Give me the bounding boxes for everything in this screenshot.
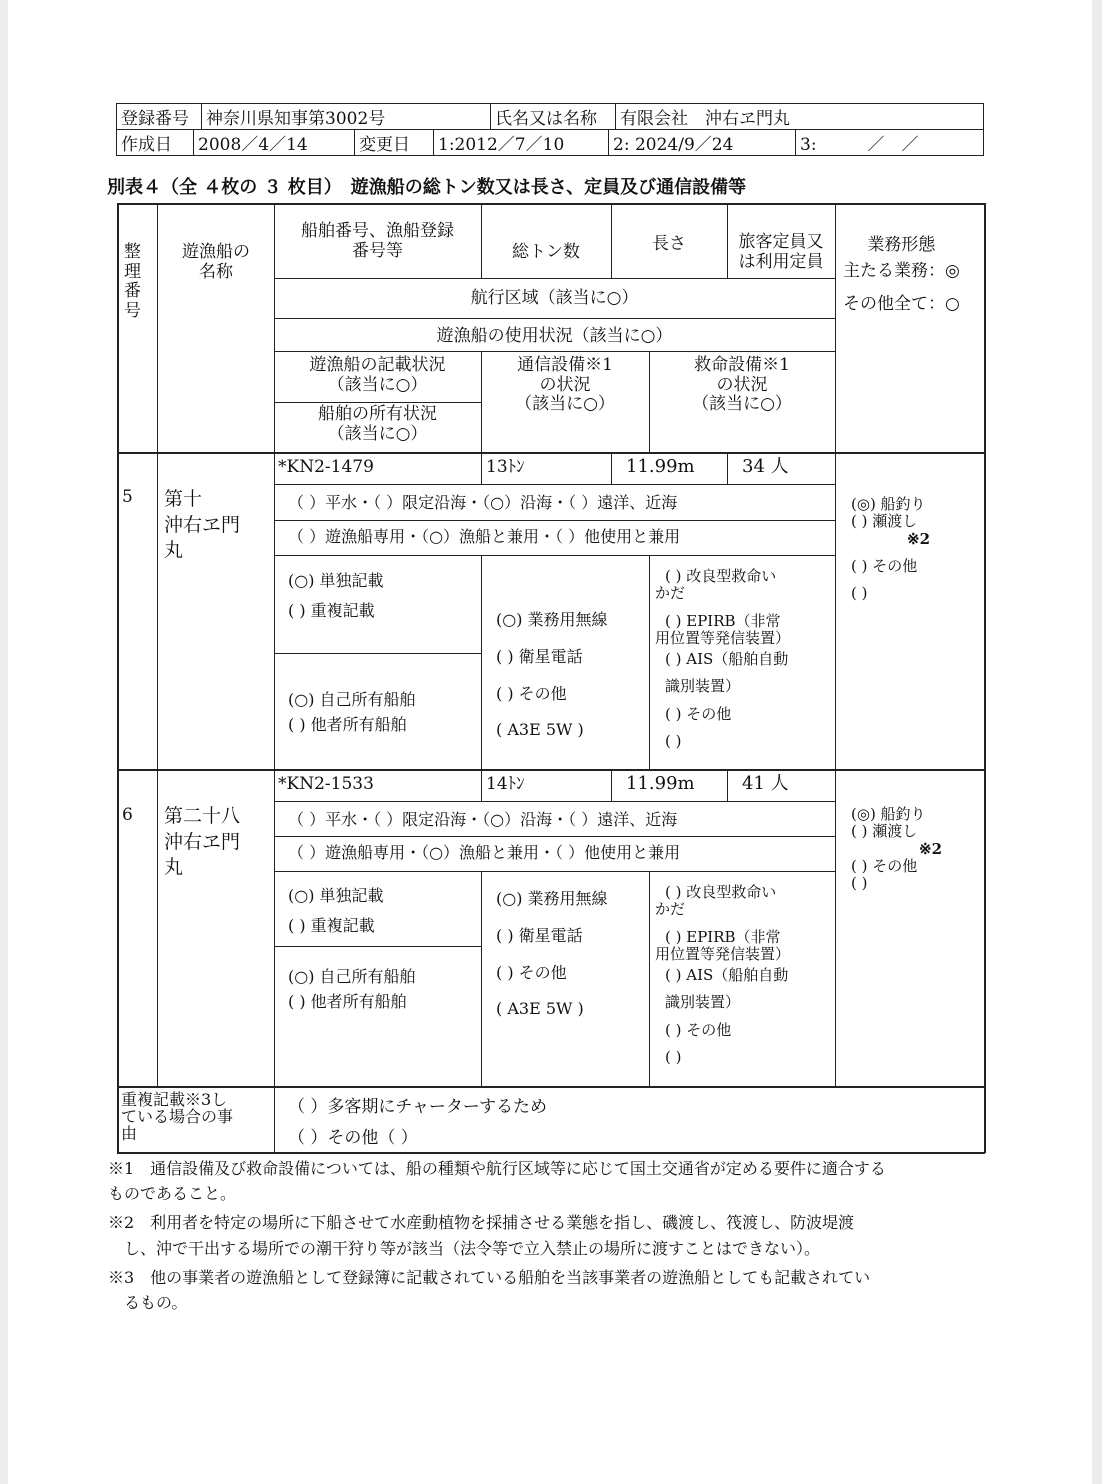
ownership-header: 船舶の所有状況 （該当に○） [318, 404, 437, 444]
record-status-header: 遊漁船の記載状況 （該当に○） [309, 355, 446, 395]
capacity: 34 人 [742, 456, 789, 477]
navigation-area: （ ）平水・（ ）限定沿海・（○）沿海・（ ）遠洋、近海 [288, 493, 678, 512]
navigation-area: （ ）平水・（ ）限定沿海・（○）沿海・（ ）遠洋、近海 [288, 810, 678, 829]
rescue-equipment: ( ) 改良型救命い かだ ( ) EPIRB（非常 用位置等発信装置） ( ) AIS（船舶自動 識別装置） ( ) その他 ( ) [655, 883, 791, 1066]
footnote-2-cont: し、沖で干出する場所での潮干狩り等が該当（法令等で立入禁止の場所に渡すことはできない）。 [108, 1239, 821, 1259]
length: 11.99m [626, 456, 695, 477]
record-status: (○) 単独記載 ( ) 重複記載 [288, 886, 384, 936]
capacity-header: 旅客定員又 は利用定員 [738, 232, 824, 272]
footnote-1: ※1 通信設備及び救命設備については、船の種類や航行区域等に応じて国土交通省が定める要件に適合する [108, 1159, 886, 1178]
length: 11.99m [626, 773, 695, 794]
tonnage: 14ﾄﾝ [486, 774, 525, 794]
duplicate-reason-option-1: （ ）多客期にチャーターするため [288, 1097, 548, 1117]
footnotes [108, 1157, 886, 1316]
navigation-area-header: 航行区域（該当に○） [470, 288, 639, 308]
reg-no-value: 神奈川県知事第3002号 [202, 104, 491, 130]
business-type: (◎) 船釣り ( ) 瀬渡し ※2 ( ) その他 ( ) [851, 495, 931, 602]
footnote-3: ※3 他の事業者の遊漁船として登録簿に記載されている船舶を当該事業者の遊漁船としても記載されてい [108, 1268, 871, 1288]
ship-name: 第十 沖右ヱ門 丸 [164, 488, 241, 562]
row-number: 5 [122, 487, 133, 507]
change-1: 1:2012／7／10 [434, 130, 609, 156]
created-label: 作成日 [117, 130, 194, 156]
length-header: 長さ [652, 234, 686, 254]
seiri-header: 整 理 番 号 [124, 242, 141, 321]
footnote-3-cont: るもの。 [108, 1292, 188, 1312]
name-label: 氏名又は名称 [491, 104, 616, 130]
capacity: 41 人 [742, 773, 789, 794]
ownership-status: (○) 自己所有船舶 ( ) 他者所有船舶 [288, 690, 416, 734]
comm-equipment: (○) 業務用無線 ( ) 衛星電話 ( ) その他 ( A3E 5W ) [496, 889, 608, 1019]
change-2: 2: 2024/9／24 [609, 130, 796, 156]
duplicate-reason-label: 重複記載※3し ている場合の事 由 [121, 1090, 234, 1143]
tonnage: 13ﾄﾝ [486, 457, 525, 477]
registration-header-row2 [116, 129, 984, 156]
ship-name-header: 遊漁船の 名称 [182, 242, 250, 282]
business-type-header: 業務形態 主たる業務：◎ その他全て：○ [843, 235, 960, 315]
changed-label: 変更日 [355, 130, 434, 156]
record-status: (○) 単独記載 ( ) 重複記載 [288, 571, 384, 621]
footnote-1-cont: ものであること。 [108, 1183, 237, 1203]
page-title: 別表４（全 ４枚の ３ 枚目） 遊漁船の総トン数又は長さ、定員及び通信設備等 [107, 177, 747, 198]
usage-header: 遊漁船の使用状況（該当に○） [436, 326, 673, 346]
ship-name: 第二十八 沖右ヱ門 丸 [164, 805, 241, 879]
document-page [8, 0, 1092, 1484]
comm-equipment-header: 通信設備※1 の状況 （該当に○） [515, 355, 615, 415]
reg-no-label: 登録番号 [117, 104, 202, 130]
name-value: 有限会社 沖右ヱ門丸 [616, 104, 984, 130]
business-type: (◎) 船釣り ( ) 瀬渡し ※2 ( ) その他 ( ) [851, 805, 943, 892]
footnote-2: ※2 利用者を特定の場所に下船させて水産動植物を採捕させる業態を指し、磯渡し、筏渡し、防波堤渡 [108, 1212, 855, 1232]
row-number: 6 [122, 805, 133, 825]
duplicate-reason-option-2: （ ）その他（ ） [288, 1128, 418, 1148]
tonnage-header: 総トン数 [512, 242, 580, 262]
registration-header-row1 [116, 103, 984, 130]
usage-status: （ ）遊漁船専用・（○）漁船と兼用・（ ）他使用と兼用 [288, 527, 681, 546]
comm-equipment: (○) 業務用無線 ( ) 衛星電話 ( ) その他 ( A3E 5W ) [496, 610, 608, 740]
created-value: 2008／4／14 [194, 130, 355, 156]
ship-number: *KN2-1533 [278, 774, 374, 794]
change-3: 3: ／ ／ [796, 130, 984, 156]
rescue-equipment-header: 救命設備※1 の状況 （該当に○） [692, 355, 792, 415]
ownership-status: (○) 自己所有船舶 ( ) 他者所有船舶 [288, 967, 416, 1011]
ship-number: *KN2-1479 [278, 457, 374, 477]
ship-number-header: 船舶番号、漁船登録 番号等 [301, 221, 454, 261]
usage-status: （ ）遊漁船専用・（○）漁船と兼用・（ ）他使用と兼用 [288, 843, 681, 862]
rescue-equipment: ( ) 改良型救命い かだ ( ) EPIRB（非常 用位置等発信装置） ( ) AIS（船舶自動 識別装置） ( ) その他 ( ) [655, 567, 791, 750]
